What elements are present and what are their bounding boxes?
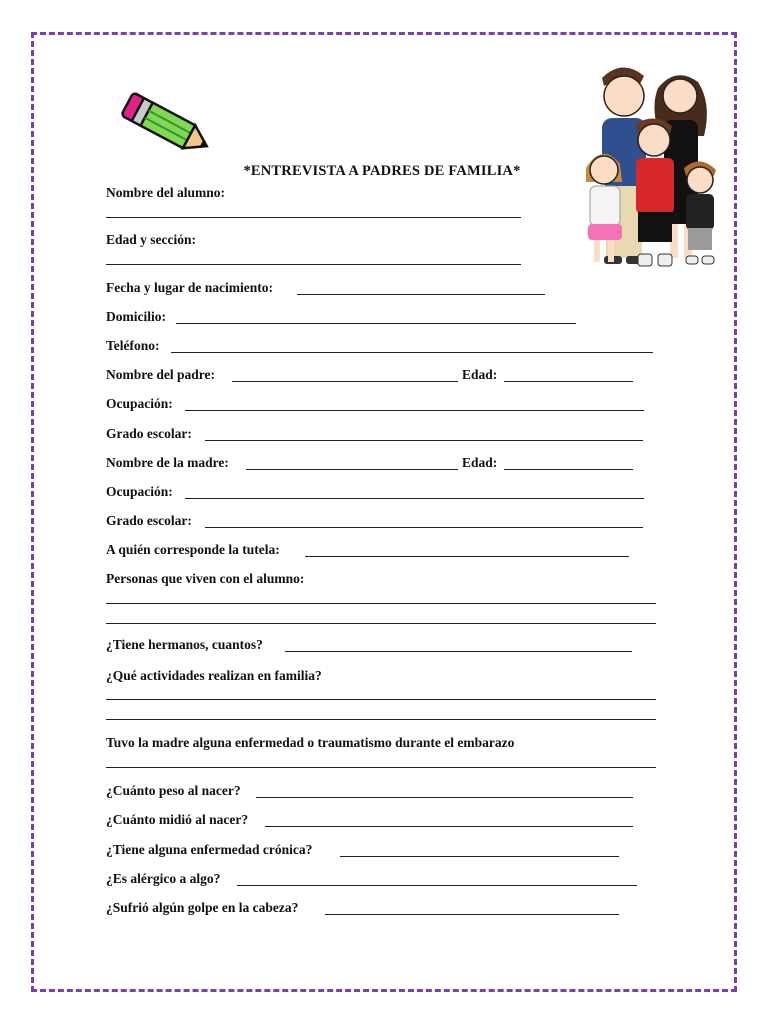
field-nombre-madre[interactable] [246,469,458,470]
field-ocupacion-madre[interactable] [185,498,644,499]
label-alergico: ¿Es alérgico a algo? [106,871,221,886]
field-actividades-1[interactable] [106,699,656,700]
label-fecha-lugar: Fecha y lugar de nacimiento: [106,280,273,295]
label-edad-madre: Edad: [462,455,498,470]
field-fecha-lugar[interactable] [297,294,545,295]
label-domicilio: Domicilio: [106,309,166,324]
label-golpe: ¿Sufrió algún golpe en la cabeza? [106,900,299,915]
field-alergico[interactable] [237,885,637,886]
label-tutela: A quién corresponde la tutela: [106,542,280,557]
label-hermanos: ¿Tiene hermanos, cuantos? [106,637,263,652]
field-personas-2[interactable] [106,623,656,624]
page-title: *ENTREVISTA A PADRES DE FAMILIA* [243,163,521,179]
field-personas-1[interactable] [106,603,656,604]
label-edad-padre: Edad: [462,367,498,382]
field-edad-seccion[interactable] [106,264,521,265]
field-hermanos[interactable] [285,651,632,652]
field-grado-madre[interactable] [205,527,643,528]
label-nombre-padre: Nombre del padre: [106,367,215,382]
field-peso[interactable] [256,797,633,798]
label-grado-madre: Grado escolar: [106,513,192,528]
label-peso: ¿Cuánto peso al nacer? [106,783,241,798]
label-midio: ¿Cuánto midió al nacer? [106,812,249,827]
field-cronica[interactable] [340,856,619,857]
field-grado-padre[interactable] [205,440,643,441]
field-nombre-padre[interactable] [232,381,458,382]
field-tutela[interactable] [305,556,629,557]
label-edad-seccion: Edad y sección: [106,232,197,247]
field-midio[interactable] [265,826,633,827]
field-edad-padre[interactable] [504,381,633,382]
field-embarazo[interactable] [106,767,656,768]
label-embarazo: Tuvo la madre alguna enfermedad o traumatismo durante el embarazo [106,735,515,750]
label-nombre-alumno: Nombre del alumno: [106,185,226,200]
field-actividades-2[interactable] [106,719,656,720]
pencil-icon [112,88,222,162]
label-personas: Personas que viven con el alumno: [106,571,305,586]
label-ocupacion-padre: Ocupación: [106,396,173,411]
field-telefono[interactable] [171,352,653,353]
field-golpe[interactable] [325,914,619,915]
label-ocupacion-madre: Ocupación: [106,484,173,499]
field-edad-madre[interactable] [504,469,633,470]
label-nombre-madre: Nombre de la madre: [106,455,229,470]
label-actividades: ¿Qué actividades realizan en familia? [106,668,322,683]
field-ocupacion-padre[interactable] [185,410,644,411]
field-nombre-alumno[interactable] [106,217,521,218]
label-cronica: ¿Tiene alguna enfermedad crónica? [106,842,313,857]
label-telefono: Teléfono: [106,338,160,353]
field-domicilio[interactable] [176,323,576,324]
label-grado-padre: Grado escolar: [106,426,192,441]
